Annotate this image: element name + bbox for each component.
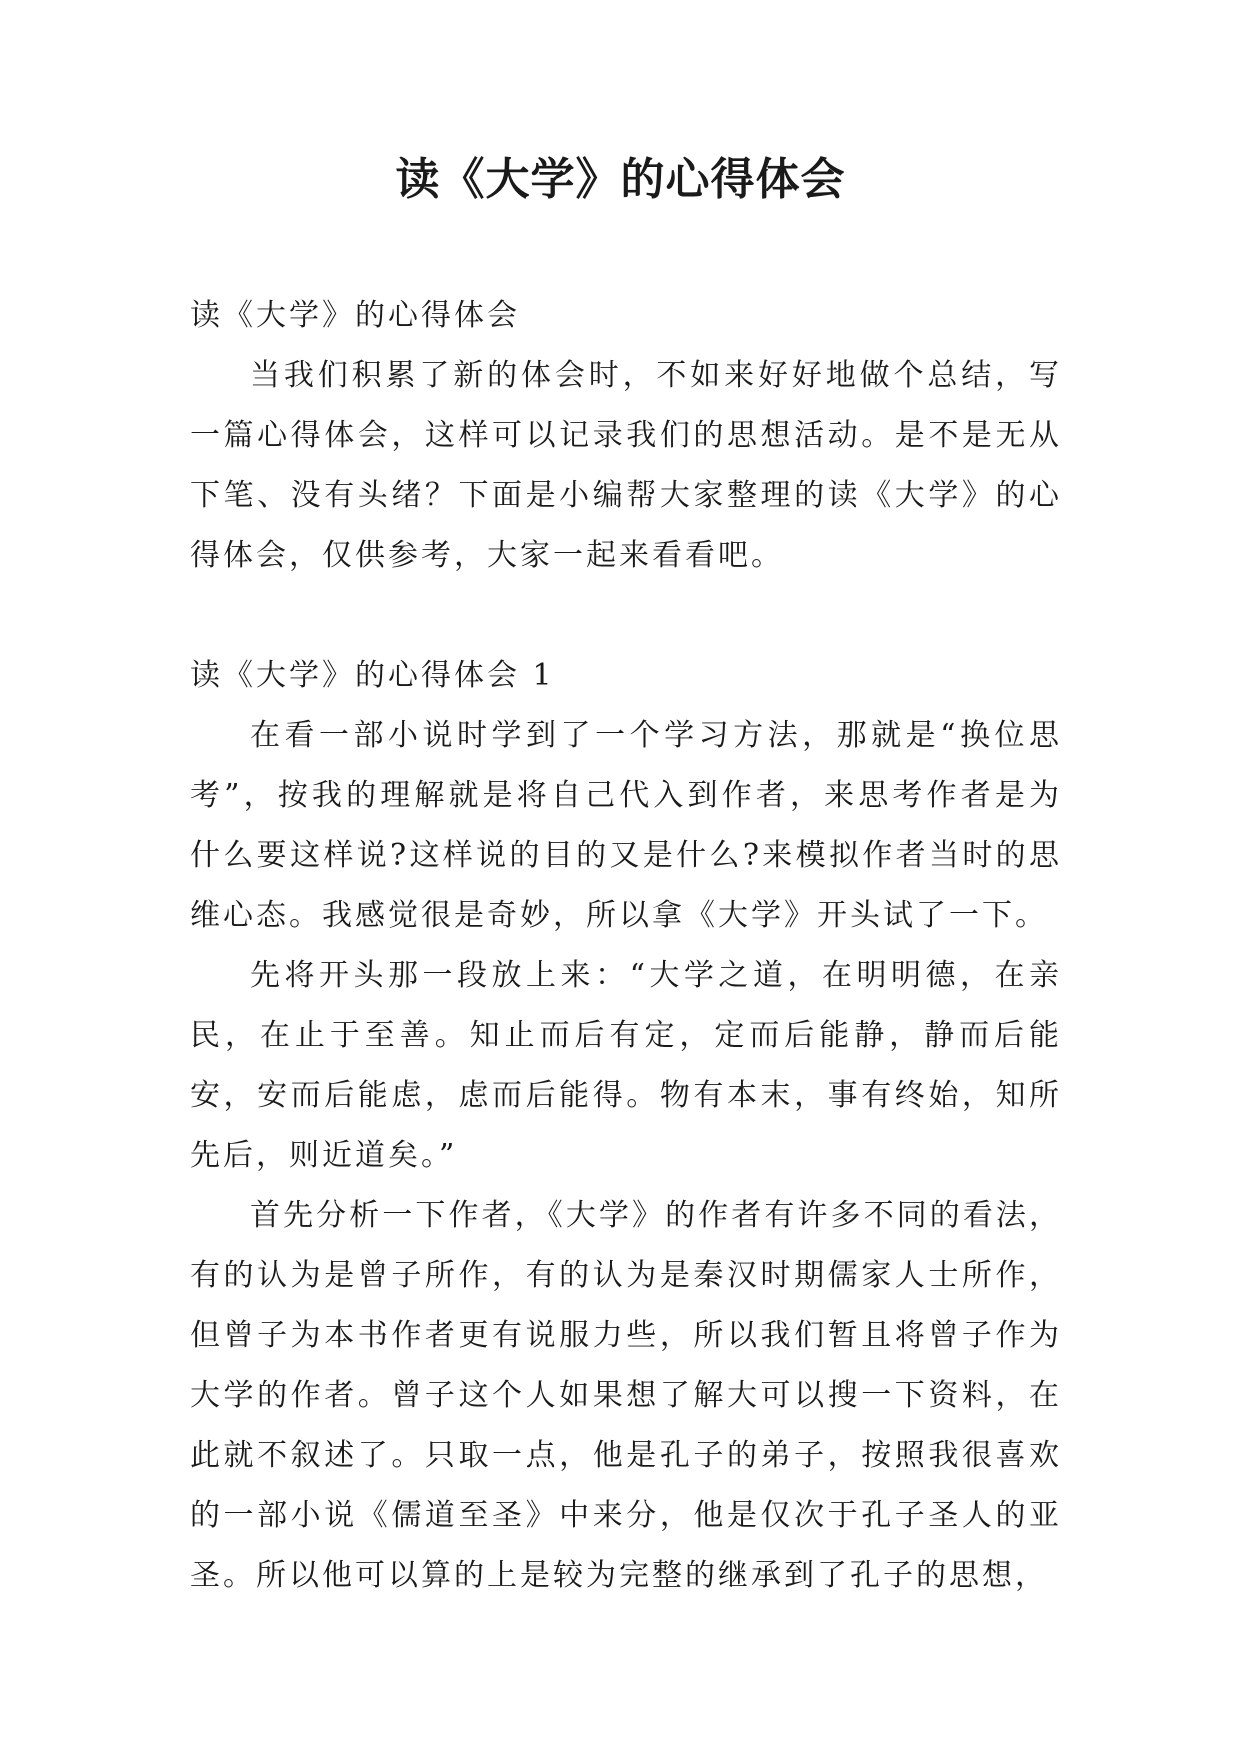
section-spacer <box>190 586 1062 646</box>
section1-paragraph-2: 先将开头那一段放上来：“大学之道，在明明德，在亲民，在止于至善。知止而后有定，定而后能静，静而后能安，安而后能虑，虑而后能得。物有本末，事有终始，知所先后，则近道矣。” <box>190 958 1062 1173</box>
intro-paragraph: 当我们积累了新的体会时，不如来好好地做个总结，写一篇心得体会，这样可以记录我们的思想活动。是不是无从下笔、没有头绪？下面是小编帮大家整理的读《大学》的心得体会，仅供参考，大家一起来看看吧。 <box>190 358 1062 573</box>
section1-heading: 读《大学》的心得体会 1 <box>190 658 555 693</box>
intro-heading: 读《大学》的心得体会 <box>190 298 520 333</box>
section1-paragraph-3: 首先分析一下作者，《大学》的作者有许多不同的看法，有的认为是曾子所作，有的认为是秦汉时期儒家人士所作，但曾子为本书作者更有说服力些，所以我们暂且将曾子作为大学的作者。曾子这个人如果想了解大可以搜一下资料，在此就不叙述了。只取一点，他是孔子的弟子，按照我很喜欢的一部小说《儒道至圣》中来分，他是仅次于孔子圣人的亚圣。所以他可以算的上是较为完整的继承到了孔子的思想， <box>190 1198 1062 1593</box>
document-title: 读《大学》的心得体会 <box>395 154 846 205</box>
document-body <box>190 286 1062 1606</box>
section1-paragraph-1: 在看一部小说时学到了一个学习方法，那就是“换位思考”，按我的理解就是将自己代入到作者，来思考作者是为什么要这样说?这样说的目的又是什么?来模拟作者当时的思维心态。我感觉很是奇妙，所以拿《大学》开头试了一下。 <box>190 718 1062 933</box>
